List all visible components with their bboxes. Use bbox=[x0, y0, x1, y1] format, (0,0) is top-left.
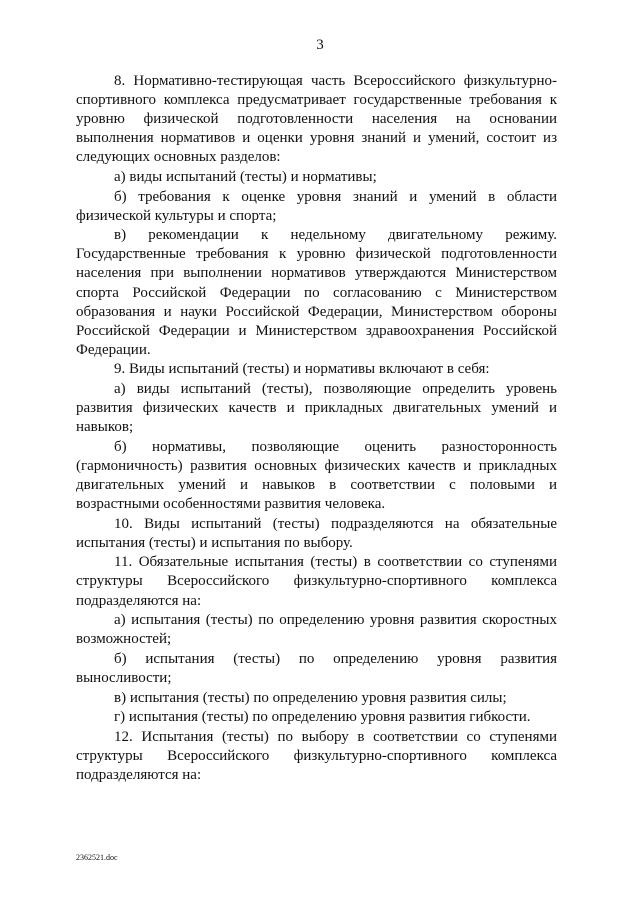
list-item-9a: а) виды испытаний (тесты), позволяющие определить уровень развития физических качеств и прикладных двигательных умений и навыков; bbox=[76, 381, 557, 436]
paragraph-11: 11. Обязательные испытания (тесты) в соответствии со ступенями структуры Всероссийского физкультурно-спортивного комплекса подразделяются на: bbox=[76, 554, 557, 609]
list-item-8a: а) виды испытаний (тесты) и нормативы; bbox=[114, 168, 377, 185]
list-item-11b: б) испытания (тесты) по определению уровня развития выносливости; bbox=[76, 650, 557, 686]
document-body bbox=[76, 72, 557, 785]
list-item-11a: а) испытания (тесты) по определению уровня развития скоростных возможностей; bbox=[76, 612, 557, 648]
list-item-11c: в) испытания (тесты) по определению уровня развития силы; bbox=[114, 689, 507, 706]
paragraph-10: 10. Виды испытаний (тесты) подразделяются на обязательные испытания (тесты) и испытания по выбору. bbox=[76, 515, 557, 551]
paragraph-8: 8. Нормативно-тестирующая часть Всероссийского физкультурно-спортивного комплекса предусматривает государственные требования к уровню физической подготовленности населения на основании выполнения нормативов и оценки уровня знаний и умений, состоит из следующих основных разделов: bbox=[76, 73, 557, 166]
list-item-9b: б) нормативы, позволяющие оценить разносторонность (гармоничность) развития основных физических качеств и прикладных двигательных умений и навыков в соответствии с половыми и возрастными особенностями развития человека. bbox=[76, 438, 557, 513]
file-name-footer: 2362521.doc bbox=[76, 853, 118, 862]
paragraph-12: 12. Испытания (тесты) по выбору в соответствии со ступенями структуры Всероссийского физкультурно-спортивного комплекса подразделяются на: bbox=[76, 728, 557, 783]
list-item-8b: б) требования к оценке уровня знаний и умений в области физической культуры и спорта; bbox=[76, 188, 557, 224]
paragraph-9: 9. Виды испытаний (тесты) и нормативы включают в себя: bbox=[114, 361, 490, 378]
list-item-8c: в) рекомендации к недельному двигательному режиму. Государственные требования к уровню физической подготовленности населения при выполнении нормативов утверждаются Министерством спорта Российской Федерации по согласованию с Министерством образования и науки Российской Федерации, Министерством обороны Российской Федерации и Министерством здравоохранения Российской Федерации. bbox=[76, 227, 557, 358]
page-number: 3 bbox=[316, 37, 324, 53]
list-item-11d: г) испытания (тесты) по определению уровня развития гибкости. bbox=[114, 709, 531, 726]
